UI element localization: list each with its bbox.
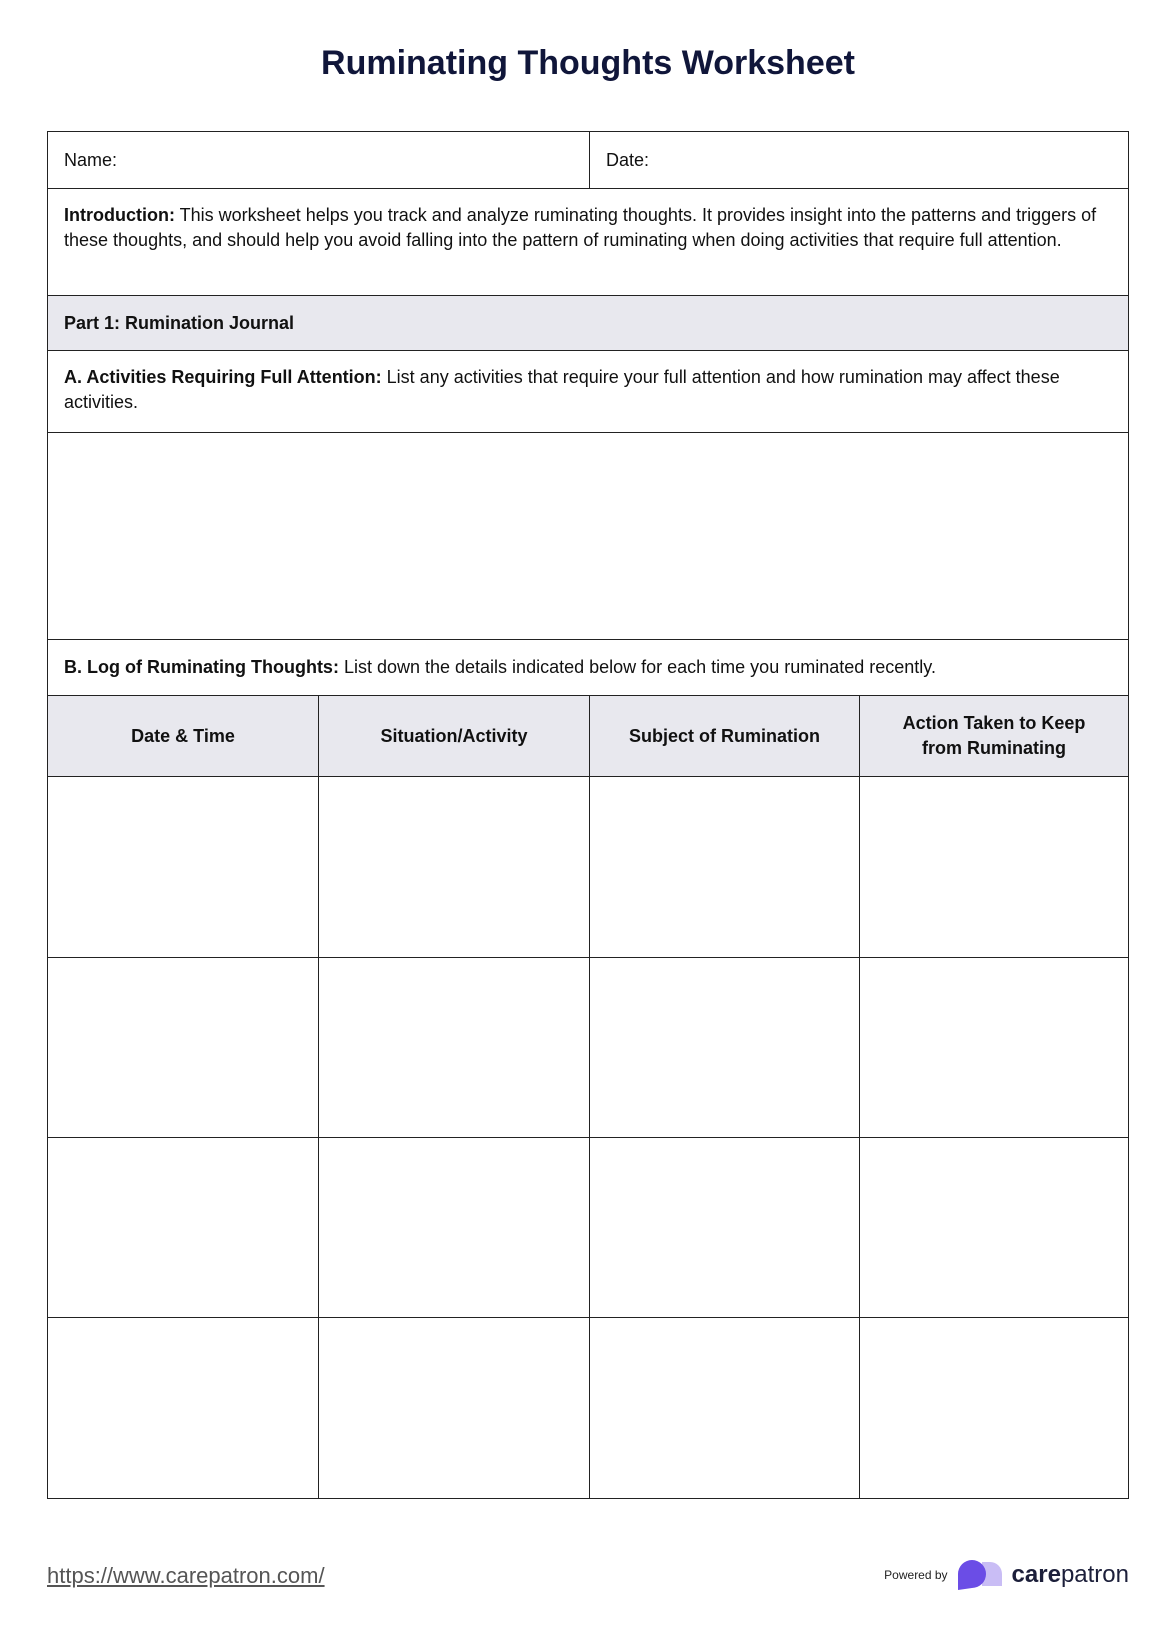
intro-label: Introduction: — [64, 205, 175, 225]
carepatron-link[interactable]: https://www.carepatron.com/ — [47, 1563, 325, 1588]
log-header-row — [48, 696, 1128, 777]
carepatron-logo-icon — [956, 1558, 1004, 1592]
log-cell[interactable] — [589, 1318, 859, 1498]
col-action: Action Taken to Keep from Ruminating — [859, 696, 1128, 776]
log-cell[interactable] — [318, 1138, 589, 1317]
part1-heading: Part 1: Rumination Journal — [64, 312, 295, 333]
log-row — [48, 958, 1128, 1138]
log-cell[interactable] — [318, 958, 589, 1137]
log-cell[interactable] — [48, 777, 318, 957]
intro-text: This worksheet helps you track and analyze ruminating thoughts. It provides insight into the patterns and triggers of these thoughts, and should help you avoid falling into the pattern of ruminating when doing activities that require full attention. — [64, 205, 1097, 250]
worksheet-table — [47, 131, 1129, 1499]
section-a-label: A. Activities Requiring Full Attention: — [64, 367, 382, 387]
log-cell[interactable] — [589, 1138, 859, 1317]
log-cell[interactable] — [48, 1318, 318, 1498]
log-cell[interactable] — [859, 958, 1128, 1137]
name-label: Name: — [64, 149, 118, 170]
col-date-time: Date & Time — [131, 725, 235, 746]
log-cell[interactable] — [859, 777, 1128, 957]
log-cell[interactable] — [859, 1138, 1128, 1317]
log-cell[interactable] — [589, 958, 859, 1137]
introduction — [48, 189, 1128, 295]
log-cell[interactable] — [318, 777, 589, 957]
log-cell[interactable] — [318, 1318, 589, 1498]
section-b-label: B. Log of Ruminating Thoughts: — [64, 657, 339, 677]
log-cell[interactable] — [48, 958, 318, 1137]
col-situation: Situation/Activity — [318, 696, 589, 776]
section-a-answer-area[interactable] — [48, 433, 1128, 639]
section-a-text: List any activities that require your full attention and how rumination may affect these activities. — [64, 367, 1060, 412]
section-b-text: List down the details indicated below for each time you ruminated recently. — [338, 657, 936, 677]
log-cell[interactable] — [859, 1318, 1128, 1498]
powered-by-badge[interactable] — [884, 1558, 1129, 1592]
powered-by-label: Powered by — [884, 1568, 948, 1582]
carepatron-wordmark — [1012, 1561, 1129, 1589]
col-subject: Subject of Rumination — [589, 696, 859, 776]
log-cell[interactable] — [589, 777, 859, 957]
date-field[interactable] — [589, 132, 1128, 188]
brand-rest: patron — [1060, 1561, 1129, 1588]
section-a-prompt — [48, 351, 1128, 432]
page-title: Ruminating Thoughts Worksheet — [321, 44, 855, 82]
log-row — [48, 1138, 1128, 1318]
name-field[interactable] — [48, 132, 589, 188]
log-row — [48, 777, 1128, 958]
log-cell[interactable] — [48, 1138, 318, 1317]
date-label: Date: — [606, 149, 650, 170]
brand-bold: care — [1011, 1561, 1061, 1588]
log-row — [48, 1318, 1128, 1498]
section-b-prompt — [48, 640, 1128, 695]
